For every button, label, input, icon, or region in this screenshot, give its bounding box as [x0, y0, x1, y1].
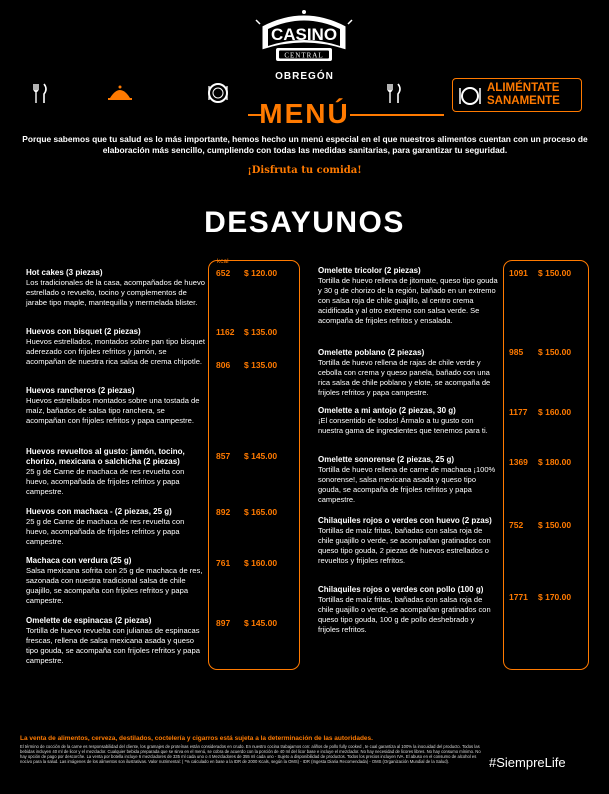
intro-text: Porque sabemos que tu salud es lo más importante, hemos hecho un menú especial en el que nuestros alimentos cuentan con un proceso de elaboración más sencillo, cumpliendo con todas las medidas sanitarias, para garantizar tu seguridad.	[22, 134, 588, 155]
item-kcal: 1771	[509, 592, 528, 602]
item-price: $ 135.00	[244, 360, 278, 370]
footer-fine-print: El término de cocción de la carne es responsabilidad del cliente, los gramajes de proteínas están considerados en crudo. En nuestro cocina trabajamos con: aliños de pollo fully cooked , te cual garantiza al 100% la inocuidad del producto. Todos las bebidas incluyen 40 ml de licor y el mezclador. Cualquier bebida preparada que se sirva en el menú, se cobra de acuerdo con la porción de 40 ml del licor base e incluye el mezclador. No hay necesidad de licores libres. No hay consumo mínimo. No hay opción de pago por descorche. La venta por botella incluye 6 mezcladores de 335 ml cada uno o 4 Mezcladores de 355 ml cada uno - Sujeto a disponibilidad de productos. Todos los precios incluyen IVA. El abuso en el consumo de alcohol es nocivo para la salud. Las imágenes de los alimentos son ilustrativas. Valor nutrimental: ( *% calculado en base a la IDR de 2000 Kcals, según la OMS) - IDR (Ingesta Diaria Recomendada) - OMS (Organización Mundial de la Salud).	[20, 744, 481, 764]
menu-item	[26, 616, 206, 666]
item-price: $ 150.00	[538, 520, 572, 530]
item-price: $ 145.00	[244, 618, 278, 628]
item-name: Machaca con verdura (25 g)	[26, 556, 132, 565]
item-kcal: 985	[509, 347, 524, 357]
item-name: Huevos revueltos al gusto: jamón, tocino, chorizo, mexicana o salchicha (2 piezas)	[26, 447, 185, 466]
item-name: Omelette de espinacas (2 piezas)	[26, 616, 152, 625]
item-name: Huevos con machaca - (2 piezas, 25 g)	[26, 507, 172, 516]
item-description: Tortilla de huevo rellena de carne de machaca ¡100% sonorense!, salsa mexicana asada y queso tipo gouda, se acompaña de frijoles refritos y papa campestre.	[318, 465, 496, 504]
item-description: Tortillas de maíz fritas, bañadas con salsa roja de chile guajillo o verde, se acompañan gratinados con queso tipo gouda, 100 g de pollo deshebrado y frijoles refritos.	[318, 595, 491, 634]
item-kcal: 897	[216, 618, 231, 628]
left-price-column	[208, 260, 300, 670]
item-price: $ 150.00	[538, 268, 572, 278]
item-kcal: 892	[216, 507, 231, 517]
menu-item	[26, 507, 206, 547]
casino-central-logo	[248, 6, 360, 68]
item-name: Omelette poblano (2 piezas)	[318, 348, 425, 357]
item-kcal: 752	[509, 520, 524, 530]
item-description: Tortilla de huevo rellena de jitomate, queso tipo gouda y 30 g de chorizo de la región, bañado en un extremo con salsa roja de chile guajillo, al centro crema acidificada y al otro extremo con salsa verde. Se acompaña de frijoles refritos y ensalada.	[318, 276, 498, 325]
item-name: Omelette sonorense (2 piezas, 25 g)	[318, 455, 455, 464]
footer-headline: La venta de alimentos, cerveza, destilados, coctelería y cigarros está sujeta a la determinación de las autoridades.	[20, 735, 373, 742]
enjoy-text: ¡Disfruta tu comida!	[247, 165, 362, 176]
menu-item	[318, 266, 498, 326]
item-kcal: 1091	[509, 268, 528, 278]
menu-item	[26, 327, 206, 367]
item-kcal: 806	[216, 360, 231, 370]
item-name: Chilaquiles rojos o verdes con pollo (100 g)	[318, 585, 484, 594]
item-price: $ 180.00	[538, 457, 572, 467]
logo-top-text: CASINO	[270, 25, 338, 44]
badge-line2: SANAMENTE	[487, 95, 560, 107]
menu-item	[318, 348, 498, 398]
item-kcal: 761	[216, 558, 231, 568]
menu-item	[26, 447, 206, 497]
menu-item	[26, 386, 206, 426]
item-name: Omelette a mi antojo (2 piezas, 30 g)	[318, 406, 456, 415]
badge-line1: ALIMÉNTATE	[487, 82, 560, 94]
section-title: DESAYUNOS	[204, 206, 405, 239]
item-price: $ 160.00	[244, 558, 278, 568]
item-name: Chilaquiles rojos o verdes con huevo (2 pzas)	[318, 516, 492, 525]
logo-bottom-text: CENTRAL	[284, 51, 324, 60]
menu-item	[318, 406, 498, 436]
item-description: 25 g de Carne de machaca de res revuelta con huevo, acompañada de frijoles refritos y papa campestre.	[26, 517, 185, 546]
item-description: Huevos estrellados montados sobre una tostada de maíz, bañados de salsa tipo ranchera, se acompañan con frijoles refritos y papa campestre.	[26, 396, 200, 425]
hashtag: #SiempreLife	[489, 755, 566, 770]
item-description: Los tradicionales de la casa, acompañados de huevo estrellado o revuelto, tocino y complementos de jarabe tipo maple, mantequilla y mermelada blister.	[26, 278, 205, 307]
item-price: $ 165.00	[244, 507, 278, 517]
kcal-header: kcal	[217, 258, 229, 265]
item-price: $ 150.00	[538, 347, 572, 357]
item-description: Tortillas de maíz fritas, bañadas con salsa roja de chile guajillo o verde, se acompañan gratinados con queso tipo gouda, 2 piezas de huevos estrellados o revueltos y frijoles refritos.	[318, 526, 491, 565]
menu-item	[318, 585, 498, 635]
item-price: $ 135.00	[244, 327, 278, 337]
item-price: $ 170.00	[538, 592, 572, 602]
item-price: $ 145.00	[244, 451, 278, 461]
item-price: $ 160.00	[538, 407, 572, 417]
item-kcal: 857	[216, 451, 231, 461]
item-description: Tortilla de huevo revuelta con julianas de espinacas frescas, rellena de salsa mexicana asada y queso tipo gouda, se acompaña con frijoles refritos y papa campestre.	[26, 626, 200, 665]
menu-item	[318, 516, 498, 566]
item-kcal: 1177	[509, 407, 528, 417]
item-name: Hot cakes (3 piezas)	[26, 268, 103, 277]
menu-item	[318, 455, 498, 505]
item-kcal: 652	[216, 268, 231, 278]
item-kcal: 1162	[216, 327, 235, 337]
item-description: ¡El consentido de todos! Ármalo a tu gusto con nuestra gama de ingredientes que tenemos para ti.	[318, 416, 488, 435]
item-description: Tortilla de huevo rellena de rajas de chile verde y cebolla con crema y queso panela, bañado con una rica salsa de chile poblano y elote, se acompaña de frijoles refritos y papa campestre.	[318, 358, 491, 397]
item-name: Omelette tricolor (2 piezas)	[318, 266, 421, 275]
item-description: 25 g de Carne de machaca de res revuelta con huevo, acompañada de frijoles refritos y papa campestre.	[26, 467, 185, 496]
item-kcal: 1369	[509, 457, 528, 467]
item-description: Huevos estrellados, montados sobre pan tipo bisquet aderezado con frijoles refritos y jamón, se acompañan de nuestra rica salsa de crema chipotle.	[26, 337, 205, 366]
item-name: Huevos con bisquet (2 piezas)	[26, 327, 141, 336]
item-description: Salsa mexicana sofrita con 25 g de machaca de res, sazonada con nuestra tradicional salsa de chile guajillo, se acompaña con frijoles refritos y papa campestre.	[26, 566, 203, 605]
plate-fork-knife-icon	[457, 83, 483, 109]
item-price: $ 120.00	[244, 268, 278, 278]
eat-healthy-badge	[452, 78, 582, 112]
item-name: Huevos rancheros (2 piezas)	[26, 386, 135, 395]
menu-item	[26, 268, 206, 308]
menu-title: MENÚ	[259, 98, 350, 129]
menu-item	[26, 556, 206, 606]
city-label: OBREGÓN	[275, 71, 334, 82]
